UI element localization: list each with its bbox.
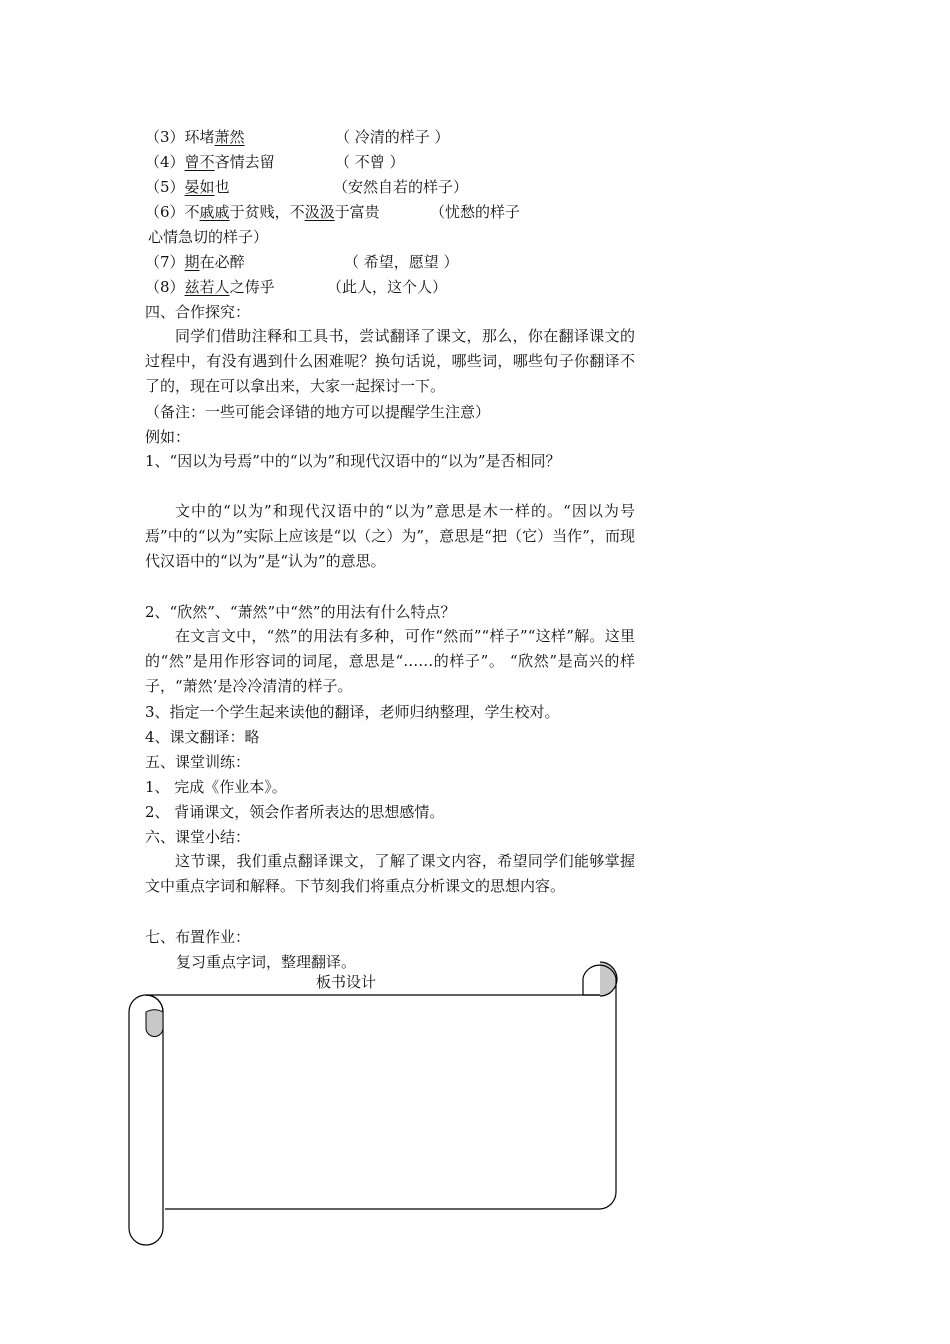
question-2: 2、“欣然”、“萧然”中“然”的用法有什么特点？ bbox=[145, 603, 456, 621]
vocab-gloss-8: （此人，这个人） bbox=[327, 278, 448, 296]
vocab-word: 兹若人 bbox=[184, 278, 230, 296]
vocab-rest: 吝情去留 bbox=[214, 153, 275, 171]
vocab-rest: 于富贵 bbox=[334, 203, 380, 221]
vocab-gloss-7: （ 希望，愿望 ） bbox=[344, 253, 459, 271]
vocab-rest: 之俦乎 bbox=[229, 278, 275, 296]
board-title: 板书设计 bbox=[316, 973, 377, 991]
question-3: 3、指定一个学生起来读他的翻译，老师归纳整理，学生校对。 bbox=[145, 703, 560, 721]
answer-2: 在文言文中，“然”的用法有多种，可作“然而”“样子”“这样”解。这里的“然”是用作形容词的词尾，意思是“……的样子”。 “欣然”是高兴的样子，“萧然’是冷冷清清的样子。 bbox=[145, 627, 635, 695]
vocab-number: （6）不 bbox=[145, 203, 200, 221]
vocab-rest: 也 bbox=[214, 178, 230, 196]
vocab-number: （4） bbox=[145, 153, 185, 171]
vocab-number: （7） bbox=[145, 253, 185, 271]
vocab-rest: 于贫贱，不 bbox=[229, 203, 305, 221]
section6-heading: 六、课堂小结： bbox=[145, 828, 251, 846]
vocab-number: （3）环堵 bbox=[145, 128, 215, 146]
vocab-word: 期 bbox=[184, 253, 200, 271]
vocab-word: 萧然 bbox=[214, 128, 245, 146]
vocab-gloss-6: （忧愁的样子 bbox=[430, 203, 521, 221]
vocab-gloss-4: （ 不曾 ） bbox=[335, 153, 405, 171]
section4-intro: 同学们借助注释和工具书，尝试翻译了课文，那么，你在翻译课文的过程中，有没有遇到什么困难呢？换句话说，哪些词，哪些句子你翻译不了的，现在可以拿出来，大家一起探讨一下。 bbox=[145, 327, 635, 395]
vocab-word: 曾不 bbox=[184, 153, 215, 171]
section6-body: 这节课，我们重点翻译课文，了解了课文内容，希望同学们能够掌握文中重点字词和解释。下节刻我们将重点分析课文的思想内容。 bbox=[145, 852, 635, 895]
section5-item-1: 1、 完成《作业本》。 bbox=[145, 778, 287, 796]
vocab-gloss-5: （安然自若的样子） bbox=[333, 178, 469, 196]
vocab-word: 戚戚 bbox=[199, 203, 230, 221]
section7-body: 复习重点字词，整理翻译。 bbox=[176, 953, 357, 971]
question-1: 1、“因以为号焉”中的“以为”和现代汉语中的“以为”是否相同？ bbox=[145, 452, 561, 470]
vocab-continuation: 心情急切的样子） bbox=[148, 228, 269, 246]
vocab-rest: 在必醉 bbox=[199, 253, 245, 271]
question-4: 4、课文翻译：略 bbox=[145, 728, 260, 746]
section4-heading: 四、合作探究： bbox=[145, 303, 251, 321]
vocab-word: 晏如 bbox=[184, 178, 215, 196]
vocab-word: 汲汲 bbox=[304, 203, 335, 221]
vocab-gloss-3: （ 冷清的样子 ） bbox=[335, 128, 450, 146]
vocab-number: （5） bbox=[145, 178, 185, 196]
section4-example-label: 例如： bbox=[145, 428, 191, 446]
section5-heading: 五、课堂训练： bbox=[145, 753, 251, 771]
vocab-number: （8） bbox=[145, 278, 185, 296]
answer-1: 文中的“以为”和现代汉语中的“以为”意思是木一样的。“因以为号焉”中的“以为”实际上应该是“以（之）为”，意思是“把（它）当作”，而现代汉语中的“以为”是“认为”的意思。 bbox=[145, 502, 635, 570]
section7-heading: 七、布置作业： bbox=[145, 928, 251, 946]
section4-note: （备注：一些可能会译错的地方可以提醒学生注意） bbox=[145, 403, 491, 421]
section5-item-2: 2、 背诵课文，领会作者所表达的思想感情。 bbox=[145, 803, 445, 821]
